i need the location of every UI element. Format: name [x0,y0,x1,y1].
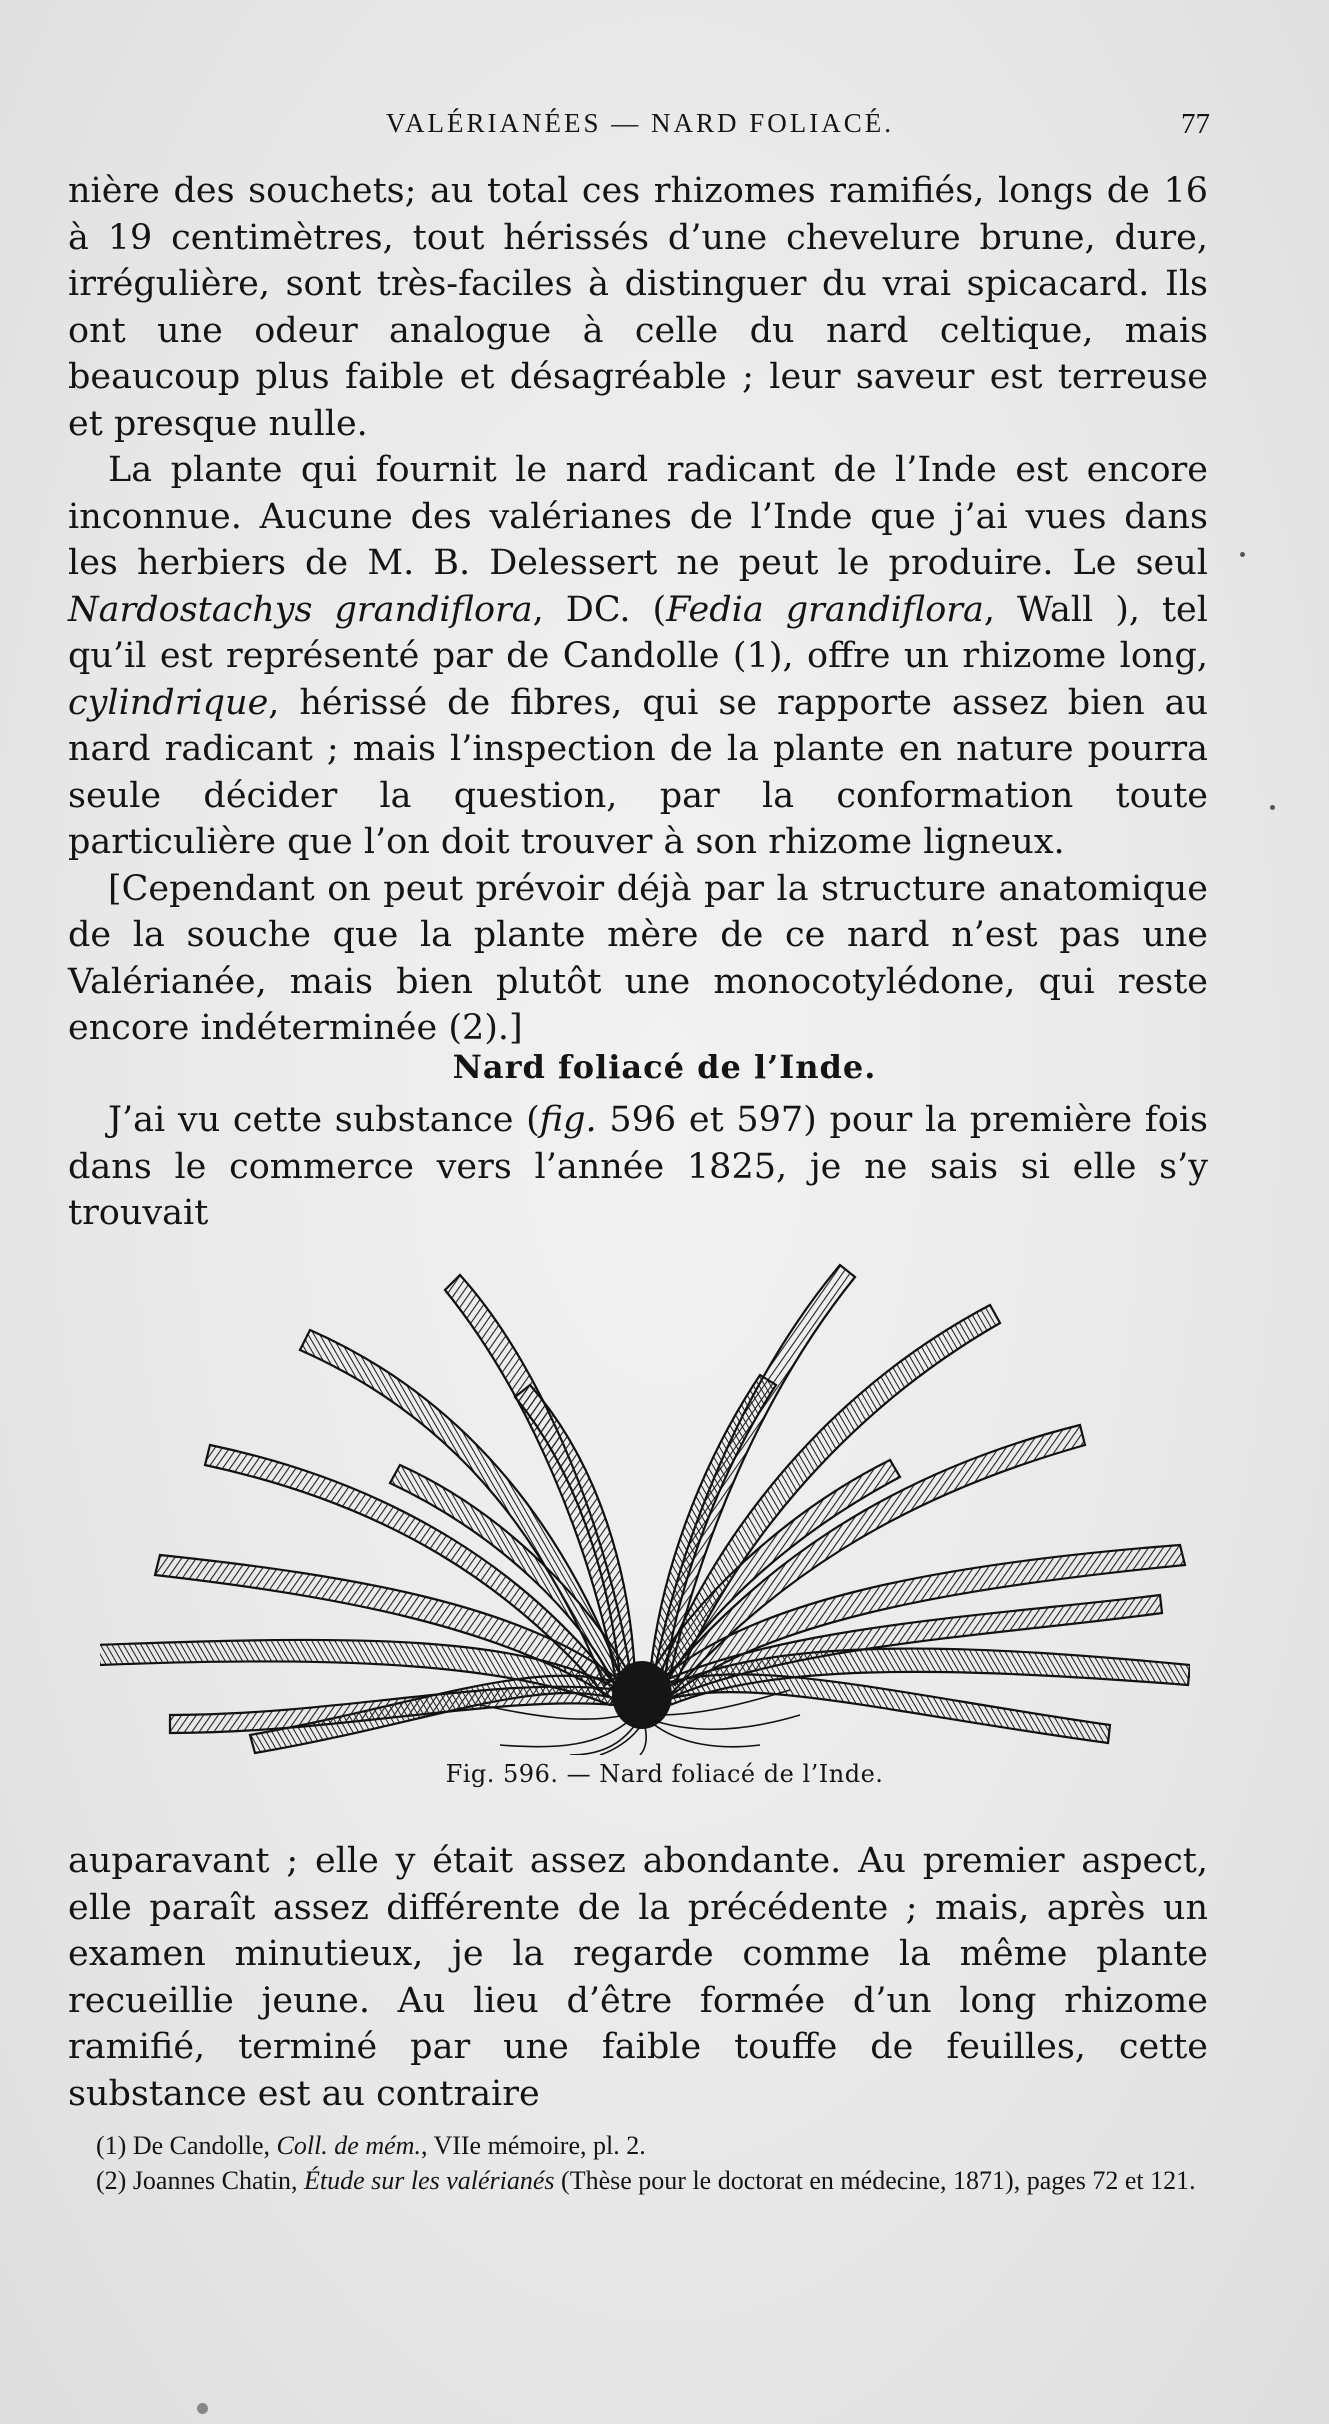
ink-speck [1240,552,1245,557]
paragraph-bracketed: [Cependant on peut prévoir déjà par la structure anatomique de la souche que la plante mère de ce nard n’est pas une Valérianée, mais bien plutôt une monocotylédone, qui reste encore indéterminée (2).] [68,868,1208,1048]
paragraph-continued: nière des souchets; au total ces rhizomes ramifiés, longs de 16 à 19 centimètres, tout hérissés d’une chevelure brune, dure, irrégulière, sont très-faciles à distinguer du vrai spicacard. Ils ont une odeur analogue à celle du nard celtique, mais beaucoup plus faible et désagréable ; leur saveur est terreuse et presque nulle. [68,171,1208,444]
running-title: VALÉRIANÉES — NARD FOLIACÉ. [385,108,894,138]
text-block-after-heading [68,1097,1208,1237]
section-heading: Nard foliacé de l’Inde. [452,1048,877,1086]
figure-caption: Fig. 596. — Nard foliacé de l’Inde. [445,1760,884,1788]
root-crown [612,1661,672,1729]
text-span: (2) Joannes Chatin, [96,2166,304,2195]
text-span: , DC. ( [532,589,667,630]
plant-engraving [100,1245,1190,1755]
citation-title: Coll. de mém. [276,2131,421,2160]
footnote-2 [74,2163,1204,2198]
figure-illustration [100,1245,1190,1755]
ink-speck [1270,805,1275,810]
footnote-1 [74,2128,1204,2163]
ink-dot [197,2403,208,2414]
text-span: , hérissé de fibres, qui se rapporte assez bien au nard radicant ; mais l’inspection de la plante en nature pourra seule décider la question, par la conformation toute particulière que l’on doit trouver à son rhizome ligneux. [68,682,1208,862]
paragraph-intro [68,1097,1208,1237]
citation-title: Étude sur les valérianés [303,2166,555,2195]
text-span: J’ai vu cette substance ( [108,1100,540,1140]
text-span: 596 et 597) pour la première fois dans le commerce vers l’année 1825, je ne sais si elle s’y trouvait [68,1100,1208,1233]
emphasis: cylindrique [68,682,269,723]
paragraph-continued-after-figure: auparavant ; elle y était assez abondante. Au premier aspect, elle paraît assez différente de la précédente ; mais, après un examen minutieux, je la regarde comme la même plante recueillie jeune. Au lieu d’être formée d’un long rhizome ramifié, terminé par une faible touffe de feuilles, cette substance est au contraire [68,1841,1208,2114]
species-name: Nardostachys grandiflora [68,589,533,630]
page-header [70,108,1210,152]
text-span: La plante qui fournit le nard radicant de l’Inde est encore inconnue. Aucune des valérianes de l’Inde que j’ai vues dans les herbiers de M. B. Delessert ne peut le produire. Le seul [68,450,1208,583]
text-span: , VIIe mémoire, pl. 2. [420,2131,646,2160]
species-name: Fedia grandiflora [666,589,984,630]
footnotes [74,2128,1204,2198]
text-span: (1) De Candolle, [96,2131,277,2160]
page-number: 77 [1181,108,1210,140]
text-block-before-heading [68,168,1208,1052]
paragraph-nard-radicant [68,447,1208,866]
text-span: (Thèse pour le doctorat en médecine, 1871), pages 72 et 121. [554,2166,1196,2195]
text-span: , Wall ), tel qu’il est représenté par de Candolle (1), offre un rhizome long, [68,589,1208,676]
figure-ref: fig. [539,1100,597,1140]
text-block-after-figure [68,1838,1208,2117]
